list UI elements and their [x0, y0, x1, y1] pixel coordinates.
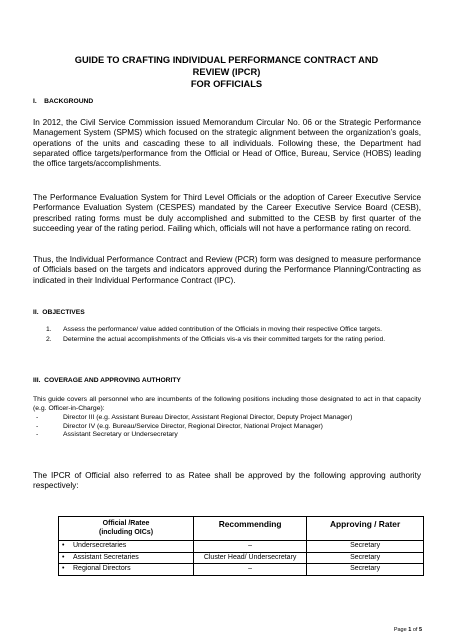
objective-item — [33, 326, 421, 335]
objective-text: Determine the actual accomplishments of the Officials vis-a vis their committed targets for the rating period. — [63, 335, 386, 343]
approving-authority-table — [58, 516, 424, 576]
cell-approving: Secretary — [307, 552, 424, 564]
title-line-3: FOR OFFICIALS — [190, 79, 263, 89]
bullet-icon: • — [62, 553, 65, 561]
header-approving: Approving / Rater — [307, 517, 424, 541]
cell-recommending: – — [194, 564, 307, 576]
objective-item — [33, 336, 421, 345]
cell-recommending: – — [194, 541, 307, 553]
objective-number: 1. — [46, 326, 52, 333]
coverage-intro: This guide covers all personnel who are incumbents of the following positions including those designated to act in that capacity (e.g. Officer-in-Charge): — [33, 396, 421, 412]
bullet-icon: • — [62, 565, 65, 572]
title-line-2: REVIEW (IPCR) — [192, 67, 261, 77]
background-paragraph-1: In 2012, the Civil Service Commission issued Memorandum Circular No. 06 or the Strategic Performance Management System (SPMS) which focused on the strategic alignment between the organization’s goals, operations of the units and cascading these to all individuals. Following these, the Department had separated office targets/performance from the Official or Head of Office, Bureau, Service (HOBS) leading the office targets/accomplishments. — [33, 118, 421, 169]
background-paragraph-2: The Performance Evaluation System for Third Level Officials or the adoption of Career Executive Service Performance Evaluation System (CESPES) mandated by the Career Executive Service Board (CESB), prescribed rating forms must be duly accomplished and submitted to the CESB by first quarter of the succeeding year of the rating period. Failing which, officials will not have a performance rating on record. — [33, 193, 421, 233]
header-official: Official /Ratee (including OICs) — [59, 517, 194, 541]
cell-official: • Regional Directors — [59, 564, 194, 576]
cell-approving: Secretary — [307, 541, 424, 553]
position-text: Assistant Secretary or Undersecretary — [63, 431, 178, 439]
bullet-icon: • — [62, 542, 65, 549]
current-page-number: 1 — [408, 627, 412, 633]
position-item: - Assistant Secretary or Undersecretary — [36, 431, 178, 439]
cell-official: • Undersecretaries — [59, 541, 194, 553]
position-text: Director IV (e.g. Bureau/Service Director, Regional Director, National Project Manager) — [63, 422, 323, 430]
position-item: - Director III (e.g. Assistant Bureau Director, Assistant Regional Director, Deputy Project Manager) — [36, 414, 353, 421]
cell-approving: Secretary — [307, 564, 424, 576]
objective-number: 2. — [46, 335, 52, 343]
document-title — [50, 54, 403, 90]
cell-recommending: Cluster Head/ Undersecretary — [194, 552, 307, 564]
background-heading: I. BACKGROUND — [33, 98, 94, 105]
coverage-heading: III. COVERAGE AND APPROVING AUTHORITY — [33, 377, 181, 384]
page-footer: Page 1 of 5 — [393, 627, 422, 633]
coverage-closing: The IPCR of Official also referred to as Ratee shall be approved by the following approving authority respectively: — [33, 471, 421, 491]
table-row — [59, 541, 424, 553]
cell-official: • Assistant Secretaries — [59, 552, 194, 564]
background-paragraph-3: Thus, the Individual Performance Contract and Review (PCR) form was designed to measure performance of Officials based on the targets and indicators approved during the Performance Planning/Contracting as indicated in their Individual Performance Contract (IPC). — [33, 255, 421, 285]
objective-text: Assess the performance/ value added contribution of the Officials in moving their respective Office targets. — [63, 326, 382, 333]
total-pages: 5 — [418, 627, 422, 633]
objectives-list — [33, 326, 421, 344]
table-row — [59, 564, 424, 576]
table-row — [59, 552, 424, 564]
objectives-heading: II. OBJECTIVES — [33, 309, 85, 316]
coverage-position-list — [33, 414, 421, 440]
position-text: Director III (e.g. Assistant Bureau Director, Assistant Regional Director, Deputy Project Manager) — [63, 414, 353, 421]
title-line-1: GUIDE TO CRAFTING INDIVIDUAL PERFORMANCE CONTRACT AND — [74, 55, 379, 65]
table-header-row — [59, 517, 424, 541]
header-recommending: Recommending — [194, 517, 307, 541]
position-item: - Director IV (e.g. Bureau/Service Director, Regional Director, National Project Manager) — [36, 422, 323, 430]
